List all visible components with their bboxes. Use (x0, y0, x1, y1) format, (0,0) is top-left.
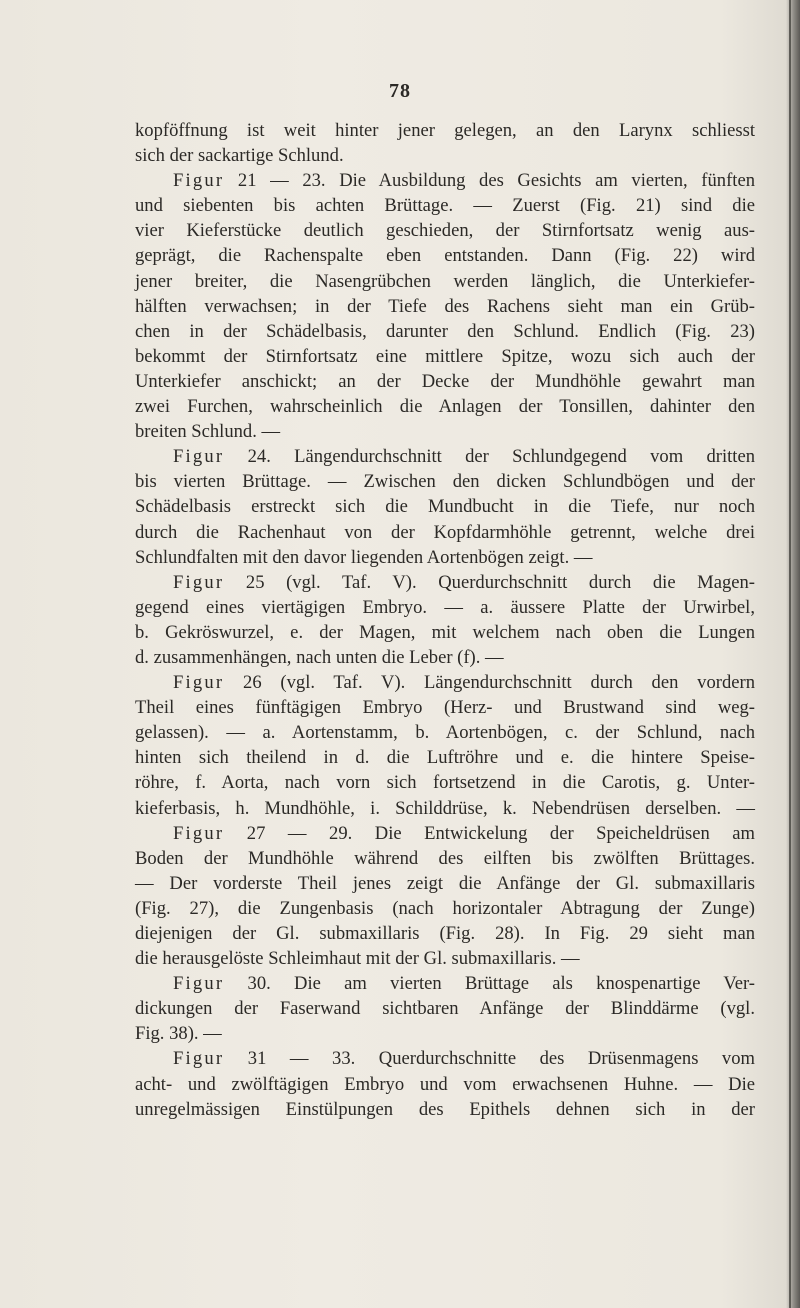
line-text: Fig. 38). — (135, 1023, 222, 1045)
text-line (135, 494, 755, 519)
text-line (135, 143, 755, 168)
line-text: Schlundfalten mit den davor liegenden Aortenbögen zeigt. — (135, 546, 593, 568)
text-line (135, 444, 755, 469)
line-text: Boden der Mundhöhle während des eilften bis zwölften Brüttages. (135, 847, 755, 869)
text-line (135, 720, 755, 745)
text-line (135, 1097, 755, 1122)
text-line (135, 419, 755, 444)
line-text: breiten Schlund. — (135, 421, 281, 443)
figure-heading: Figur (173, 446, 225, 468)
line-text: gelassen). — a. Aortenstamm, b. Aortenbögen, c. der Schlund, nach (135, 722, 755, 744)
line-text: 30. Die am vierten Brüttage als knospenartige Ver- (224, 973, 755, 995)
line-text: chen in der Schädelbasis, darunter den Schlund. Endlich (Fig. 23) (135, 320, 755, 342)
text-line (135, 796, 755, 821)
text-line (135, 971, 755, 996)
figure-heading: Figur (173, 822, 225, 844)
text-line (135, 193, 755, 218)
line-text: die herausgelöste Schleimhaut mit der Gl. submaxillaris. — (135, 948, 580, 970)
line-text: röhre, f. Aorta, nach vorn sich fortsetzend in die Carotis, g. Unter- (135, 772, 755, 794)
line-text: acht- und zwölftägigen Embryo und vom erwachsenen Huhne. — Die (135, 1073, 755, 1095)
body-text (135, 118, 755, 1122)
line-text: 31 — 33. Querdurchschnitte des Drüsenmagens vom (224, 1048, 755, 1070)
line-text: geprägt, die Rachenspalte eben entstanden. Dann (Fig. 22) wird (135, 245, 755, 267)
text-line (135, 168, 755, 193)
line-text: hinten sich theilend in d. die Luftröhre und e. die hintere Speise- (135, 747, 755, 769)
text-line (135, 695, 755, 720)
text-line (135, 344, 755, 369)
line-text: unregelmässigen Einstülpungen des Epithels dehnen sich in der (135, 1098, 755, 1120)
line-text: gegend eines viertägigen Embryo. — a. äussere Platte der Urwirbel, (135, 596, 755, 618)
line-text: Unterkiefer anschickt; an der Decke der Mundhöhle gewahrt man (135, 370, 755, 392)
line-text: 26 (vgl. Taf. V). Längendurchschnitt durch den vordern (224, 672, 755, 694)
text-line (135, 570, 755, 595)
line-text: diejenigen der Gl. submaxillaris (Fig. 28). In Fig. 29 sieht man (135, 923, 755, 944)
text-line (135, 996, 755, 1021)
text-line (135, 620, 755, 645)
text-line (135, 821, 755, 846)
text-line (135, 595, 755, 620)
line-text: 24. Längendurchschnitt der Schlundgegend vom dritten (224, 446, 755, 468)
text-line (135, 896, 755, 921)
text-line (135, 745, 755, 770)
line-text: hälften verwachsen; in der Tiefe des Rachens sieht man ein Grüb- (135, 295, 755, 317)
line-text: d. zusammenhängen, nach unten die Leber (f). — (135, 646, 504, 668)
line-text: und siebenten bis achten Brüttage. — Zuerst (Fig. 21) sind die (135, 195, 755, 217)
text-line (135, 1046, 755, 1071)
figure-heading: Figur (173, 1048, 225, 1070)
text-line (135, 871, 755, 896)
text-line (135, 921, 755, 946)
text-line (135, 294, 755, 319)
line-text: b. Gekröswurzel, e. der Magen, mit welchem nach oben die Lungen (135, 621, 755, 643)
text-line (135, 118, 755, 143)
text-line (135, 946, 755, 971)
text-line (135, 319, 755, 344)
text-line (135, 369, 755, 394)
figure-heading: Figur (173, 170, 225, 192)
line-text: 27 — 29. Die Entwickelung der Speicheldrüsen am (224, 822, 755, 844)
line-text: bekommt der Stirnfortsatz eine mittlere Spitze, wozu sich auch der (135, 345, 755, 367)
line-text: — Der vorderste Theil jenes zeigt die Anfänge der Gl. submaxillaris (135, 872, 755, 894)
line-text: Schädelbasis erstreckt sich die Mundbucht in die Tiefe, nur noch (135, 496, 755, 518)
line-text: vier Kieferstücke deutlich geschieden, der Stirnfortsatz wenig aus- (135, 220, 755, 242)
figure-heading: Figur (173, 973, 225, 995)
text-line (135, 670, 755, 695)
line-text: kopföffnung ist weit hinter jener gelegen, an den Larynx schliesst (135, 120, 755, 141)
line-text: 21 — 23. Die Ausbildung des Gesichts am vierten, fünften (224, 170, 755, 192)
page-number: 78 (389, 80, 411, 102)
line-text: zwei Furchen, wahrscheinlich die Anlagen der Tonsillen, dahinter den (135, 396, 755, 418)
line-text: 25 (vgl. Taf. V). Querdurchschnitt durch die Magen- (224, 571, 755, 593)
line-text: sich der sackartige Schlund. (135, 145, 344, 167)
line-text: dickungen der Faserwand sichtbaren Anfänge der Blinddärme (vgl. (135, 998, 755, 1020)
line-text: durch die Rachenhaut von der Kopfdarmhöhle getrennt, welche drei (135, 521, 755, 543)
text-line (135, 269, 755, 294)
text-line (135, 218, 755, 243)
line-text: Theil eines fünftägigen Embryo (Herz- und Brustwand sind weg- (135, 697, 755, 719)
line-text: (Fig. 27), die Zungenbasis (nach horizontaler Abtragung der Zunge) (135, 897, 755, 919)
text-line (135, 394, 755, 419)
text-line (135, 846, 755, 871)
text-line (135, 469, 755, 494)
line-text: jener breiter, die Nasengrübchen werden länglich, die Unterkiefer- (135, 270, 755, 292)
line-text: kieferbasis, h. Mundhöhle, i. Schilddrüse, k. Nebendrüsen derselben. — (135, 797, 755, 819)
page-edge-line (789, 0, 791, 1308)
text-line (135, 243, 755, 268)
text-line (135, 545, 755, 570)
figure-heading: Figur (173, 672, 225, 694)
text-line (135, 1072, 755, 1097)
text-line (135, 645, 755, 670)
text-line (135, 1021, 755, 1046)
line-text: bis vierten Brüttage. — Zwischen den dicken Schlundbögen und der (135, 471, 755, 493)
text-line (135, 770, 755, 795)
figure-heading: Figur (173, 571, 225, 593)
text-line (135, 520, 755, 545)
